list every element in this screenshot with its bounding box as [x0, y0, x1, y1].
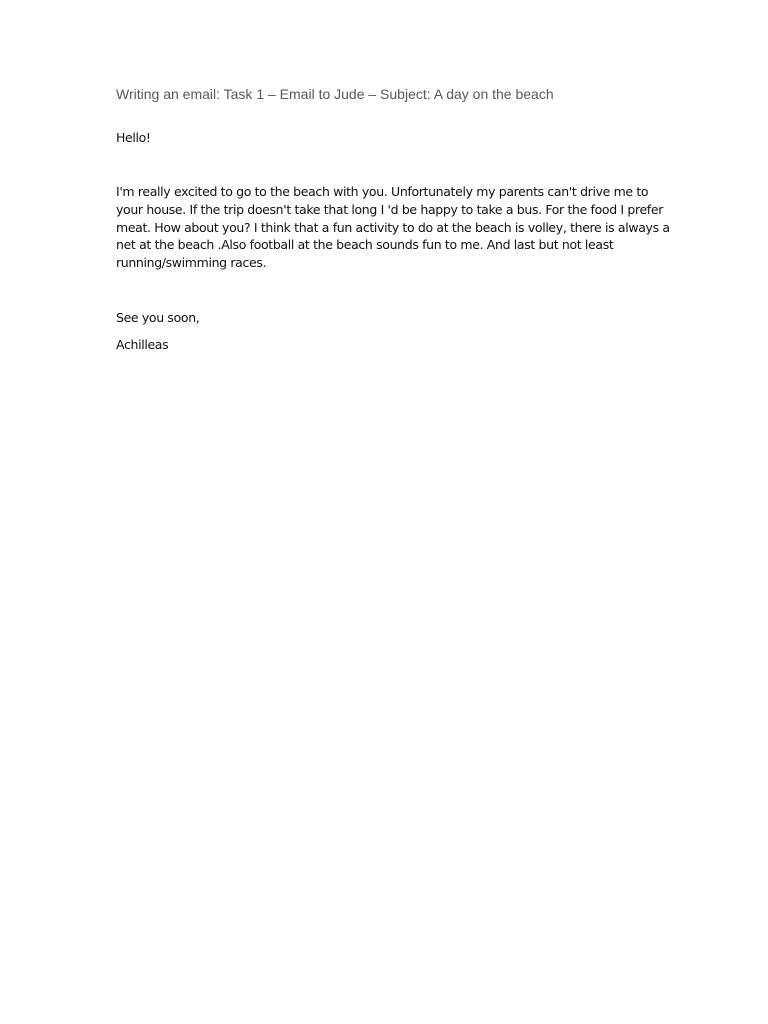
body-line: net at the beach .Also football at the beach sounds fun to me. And last but not least: [116, 237, 614, 253]
body-line: meat. How about you? I think that a fun activity to do at the beach is volley, there is always a: [116, 219, 670, 235]
body-line: I'm really excited to go to the beach with you. Unfortunately my parents can't drive me to: [116, 184, 649, 199]
body-line: your house. If the trip doesn't take that long I 'd be happy to take a bus. For the food I prefer: [116, 201, 663, 217]
email-closing: See you soon,: [116, 310, 200, 325]
email-signature: Achilleas: [116, 337, 169, 352]
email-greeting: Hello!: [116, 130, 151, 145]
document-title: Writing an email: Task 1 – Email to Jude – Subject: A day on the beach: [116, 86, 554, 102]
email-body-paragraph: [116, 183, 670, 272]
body-line: running/swimming races.: [116, 255, 267, 271]
